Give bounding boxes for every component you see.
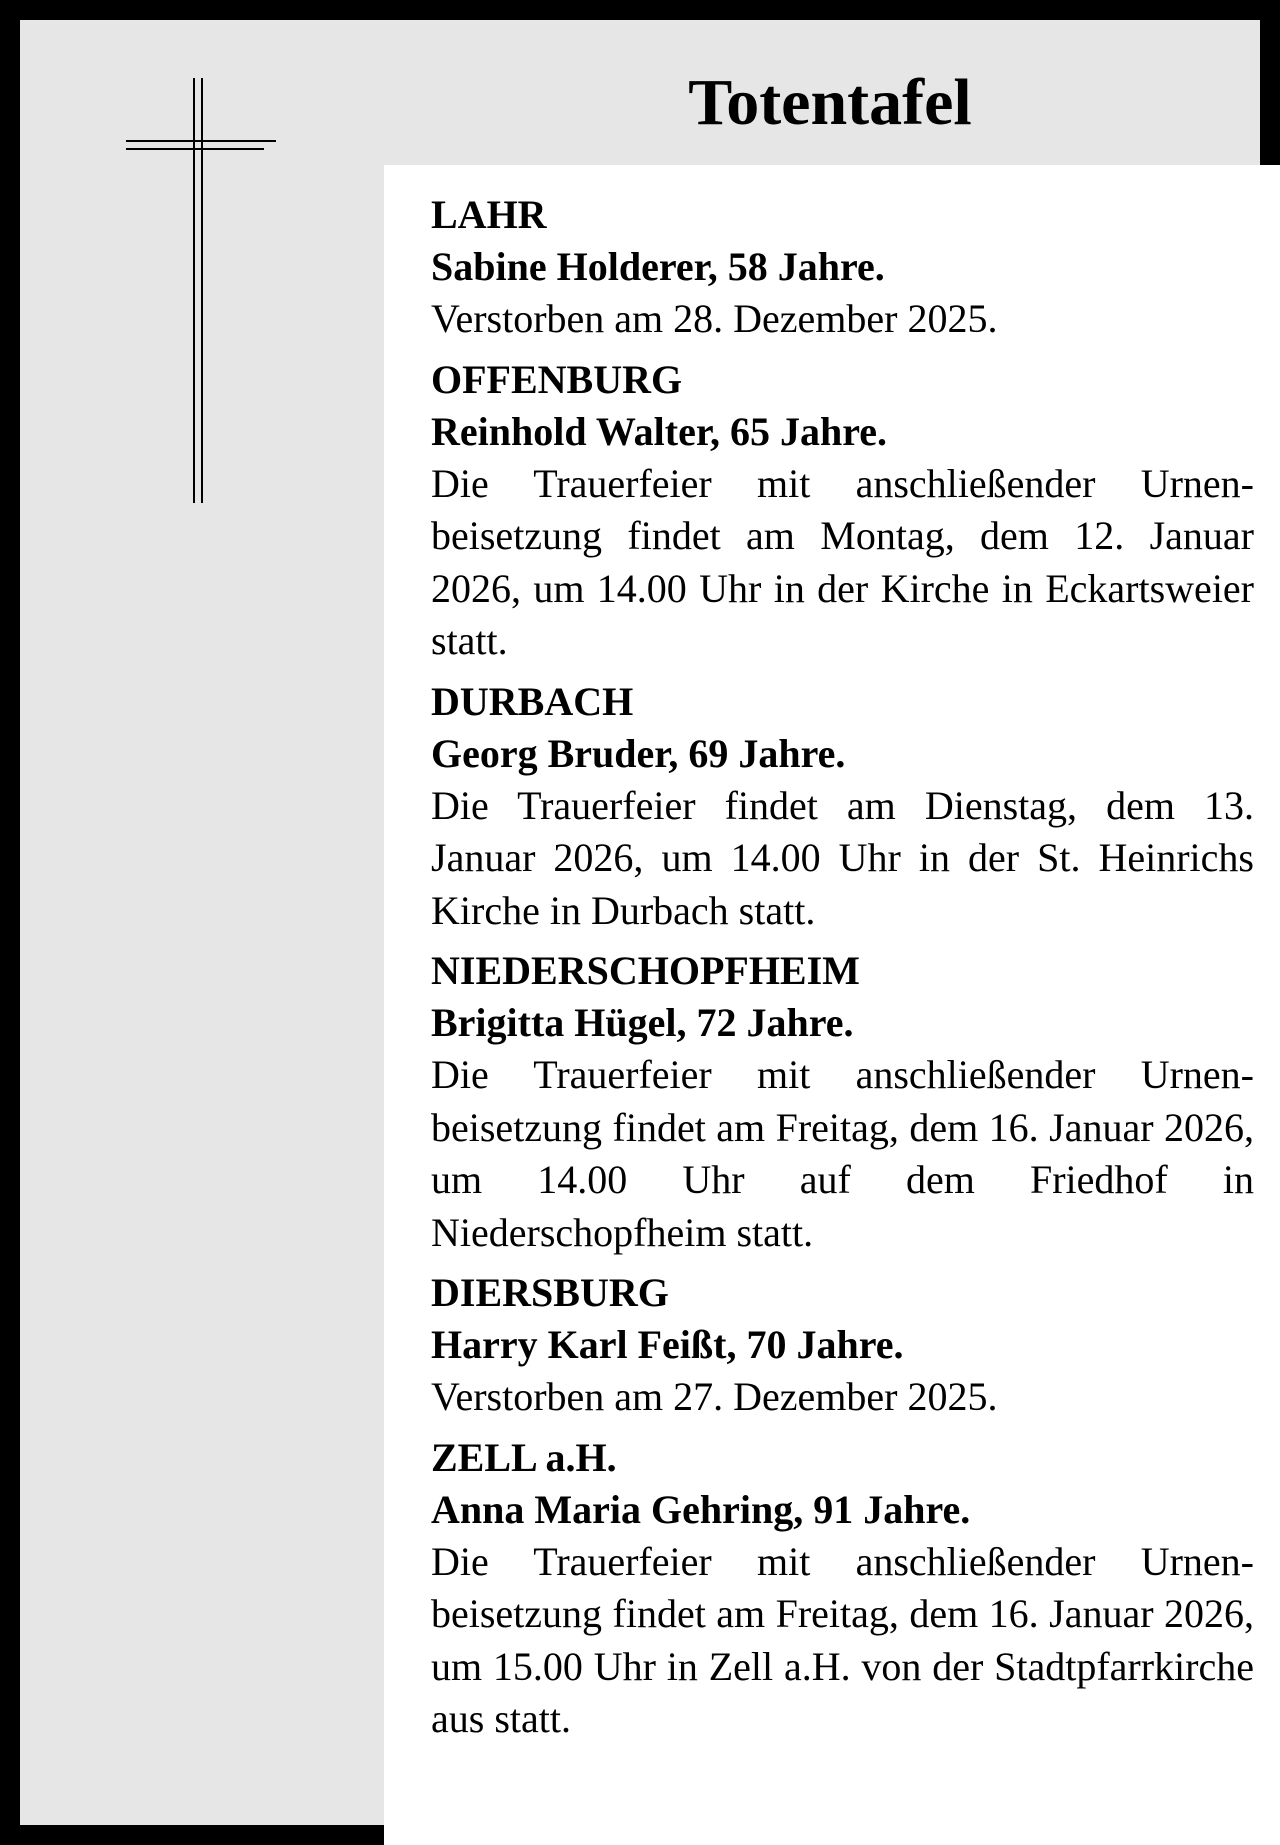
- entry-town: DURBACH: [431, 678, 634, 724]
- entry-town: ZELL a.H.: [431, 1434, 617, 1480]
- entry-text: Verstorben am 27. Dezember 2025.: [431, 1374, 998, 1419]
- entry-text: Die Trauerfeier findet am Dienstag, dem 13. Januar 2026, um 14.00 Uhr in der St. Heinrichs Kirche in Durbach statt.: [431, 782, 1254, 933]
- obituary-entry: [431, 1432, 1254, 1746]
- entry-name: Sabine Holderer, 58 Jahre.: [431, 244, 885, 289]
- entry-text: Die Trauerfeier mit anschließender Urnenbeisetzung findet am Freitag, dem 16. Januar 2026, um 14.00 Uhr auf dem Friedhof in Niederschopfheim statt.: [431, 1052, 1254, 1255]
- entry-text: Verstorben am 28. Dezember 2025.: [431, 296, 998, 341]
- entry-name: Georg Bruder, 69 Jahre.: [431, 730, 846, 776]
- obituary-entry: [431, 945, 1254, 1259]
- entry-town: DIERSBURG: [431, 1270, 669, 1315]
- cross-icon: [120, 78, 280, 508]
- obituary-entry: [431, 676, 1254, 938]
- obituary-entry: [431, 354, 1254, 668]
- entry-name: Anna Maria Gehring, 91 Jahre.: [431, 1486, 971, 1532]
- obituary-list: [431, 189, 1254, 1754]
- obituary-entry: [431, 189, 1254, 346]
- entry-town: OFFENBURG: [431, 356, 683, 402]
- entry-name: Harry Karl Feißt, 70 Jahre.: [431, 1322, 904, 1367]
- obituary-panel: [384, 165, 1280, 1845]
- page-title: Totentafel: [688, 66, 972, 139]
- entry-text: Die Trauerfeier mit anschließender Urnenbeisetzung findet am Montag, dem 12. Januar 2026, um 14.00 Uhr in der Kirche in Eckartsweier statt.: [431, 460, 1254, 663]
- entry-name: Brigitta Hügel, 72 Jahre.: [431, 1000, 854, 1045]
- entry-town: LAHR: [431, 192, 547, 237]
- entry-name: Reinhold Walter, 65 Jahre.: [431, 408, 887, 454]
- entry-text: Die Trauerfeier mit anschließender Urnenbeisetzung findet am Freitag, dem 16. Januar 2026, um 15.00 Uhr in Zell a.H. von der Stadtpfarrkirche aus statt.: [431, 1538, 1254, 1741]
- obituary-entry: [431, 1267, 1254, 1424]
- entry-town: NIEDERSCHOPFHEIM: [431, 948, 860, 993]
